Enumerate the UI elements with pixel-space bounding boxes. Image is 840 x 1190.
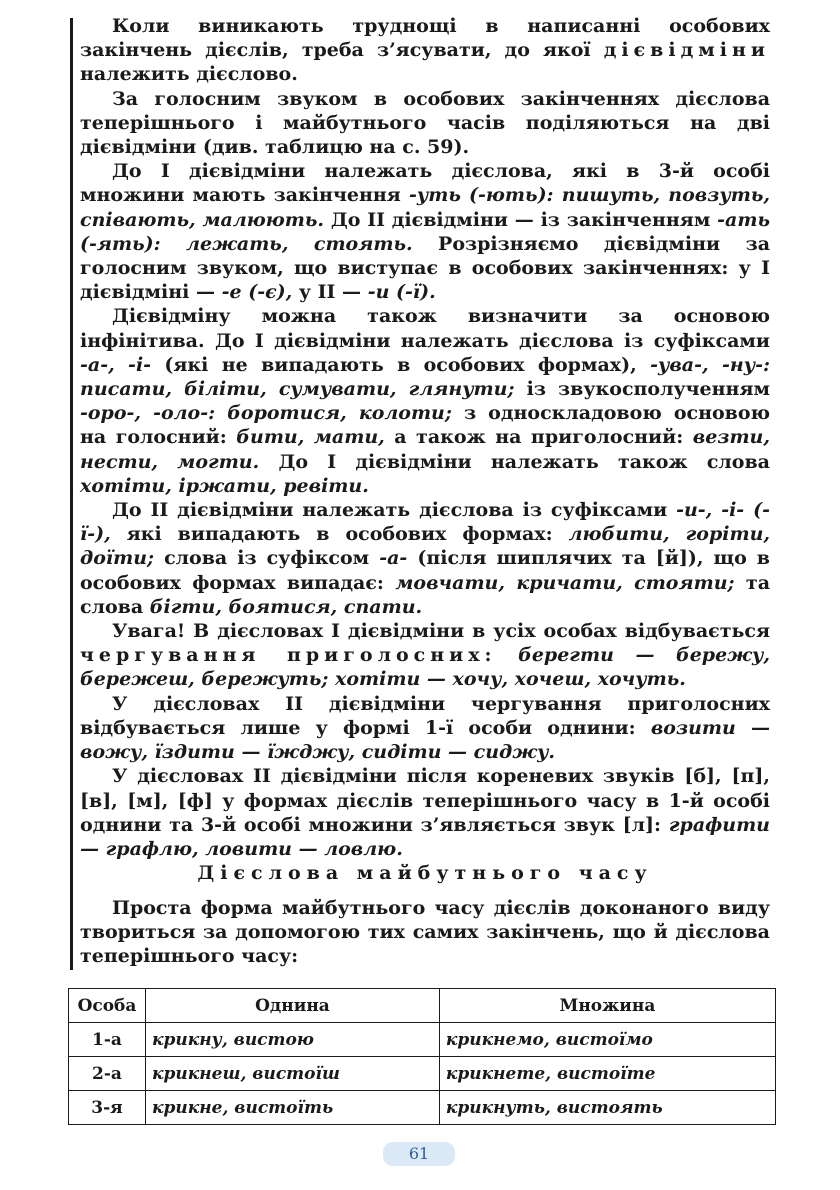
paragraph: За голосним звуком в особових закінченнях дієслова теперішнього і майбутнього часів поділяються на дві дієвідміни (див. таблицю на с. 59). — [80, 87, 770, 159]
header-singular: Однина — [146, 989, 440, 1023]
plural-cell: крикнете, вистоїте — [439, 1057, 775, 1091]
conjugation-table — [68, 988, 776, 1125]
paragraph: Коли виникають труднощі в написанні особових закінчень дієслів, треба з’ясувати, до якої дієвідміни належить дієслово. — [80, 15, 770, 86]
paragraph: Проста форма майбутнього часу дієслів доконаного виду твориться за допомогою тих самих закінчень, що й дієслова теперішнього часу: — [80, 897, 770, 968]
table-header-row — [69, 989, 776, 1023]
singular-cell: крикнеш, вистоїш — [146, 1057, 440, 1091]
person-cell: 3-я — [69, 1091, 146, 1125]
plural-cell: крикнуть, вистоять — [439, 1091, 775, 1125]
paragraph: Дієвідміну можна також визначити за основою інфінітива. До I дієвідміни належать дієслова із суфіксами -а-, -і- (які не випадають в особових формах), -ува-, -ну-: писати, біліти, сумувати, глянути; із звукосполученням -оро-, -оло-: боротися, колоти; з односкладовою основою на голосний: бити, мати, а також на приголосний: везти, нести, могти. До I дієвідміни належать також слова хотіти, іржати, ревіти. — [80, 305, 771, 497]
section-heading: Дієслова майбутнього часу — [197, 862, 653, 884]
paragraph: До II дієвідміни належать дієслова із суфіксами -и-, -і- (-ї-), які випадають в особових формах: любити, горіти, доїти; слова із суфіксом -а- (після шиплячих та [й]), що в особових формах випадає: мовчати, кричати, стояти; та слова бігти, боятися, спати. — [80, 499, 771, 618]
body-text — [80, 14, 770, 861]
paragraph: У дієсловах II дієвідміни після кореневих звуків [б], [п], [в], [м], [ф] у формах дієслів теперішнього часу в 1-й особі однини та 3-й особі множини з’являється звук [л]: графити — графлю, ловити — ловлю. — [80, 765, 770, 860]
section-intro — [80, 896, 770, 969]
plural-cell: крикнемо, вистоїмо — [439, 1023, 775, 1057]
table-row — [69, 1057, 776, 1091]
person-cell: 2-а — [69, 1057, 146, 1091]
paragraph: У дієсловах II дієвідміни чергування приголосних відбувається лише у формі 1-ї особи однини: возити — вожу, їздити — їжджу, сидіти — сиджу. — [80, 692, 770, 764]
header-plural: Множина — [439, 989, 775, 1023]
table-row — [69, 1091, 776, 1125]
paragraph: До I дієвідміни належать дієслова, які в 3-й особі множини мають закінчення -уть (-ють): пишуть, повзуть, співають, малюють. До II дієвідміни — із закінченням -ать (-ять): лежать, стоять. Розрізняємо дієвідміни за голосним звуком, що виступає в особових закінченнях: у I дієвідміні — -е (-є), у II — -и (-ї). — [80, 160, 771, 304]
singular-cell: крикне, вистоїть — [146, 1091, 440, 1125]
table-row — [69, 1023, 776, 1057]
singular-cell: крикну, вистою — [146, 1023, 440, 1057]
paragraph: Увага! В дієсловах I дієвідміни в усіх особах відбувається чергування приголосних: берегти — бережу, бережеш, бережуть; хотіти — хочу, хочеш, хочуть. — [80, 620, 770, 691]
person-cell: 1-а — [69, 1023, 146, 1057]
header-person: Особа — [69, 989, 146, 1023]
page-number: 61 — [383, 1142, 455, 1166]
margin-rule — [70, 18, 73, 970]
